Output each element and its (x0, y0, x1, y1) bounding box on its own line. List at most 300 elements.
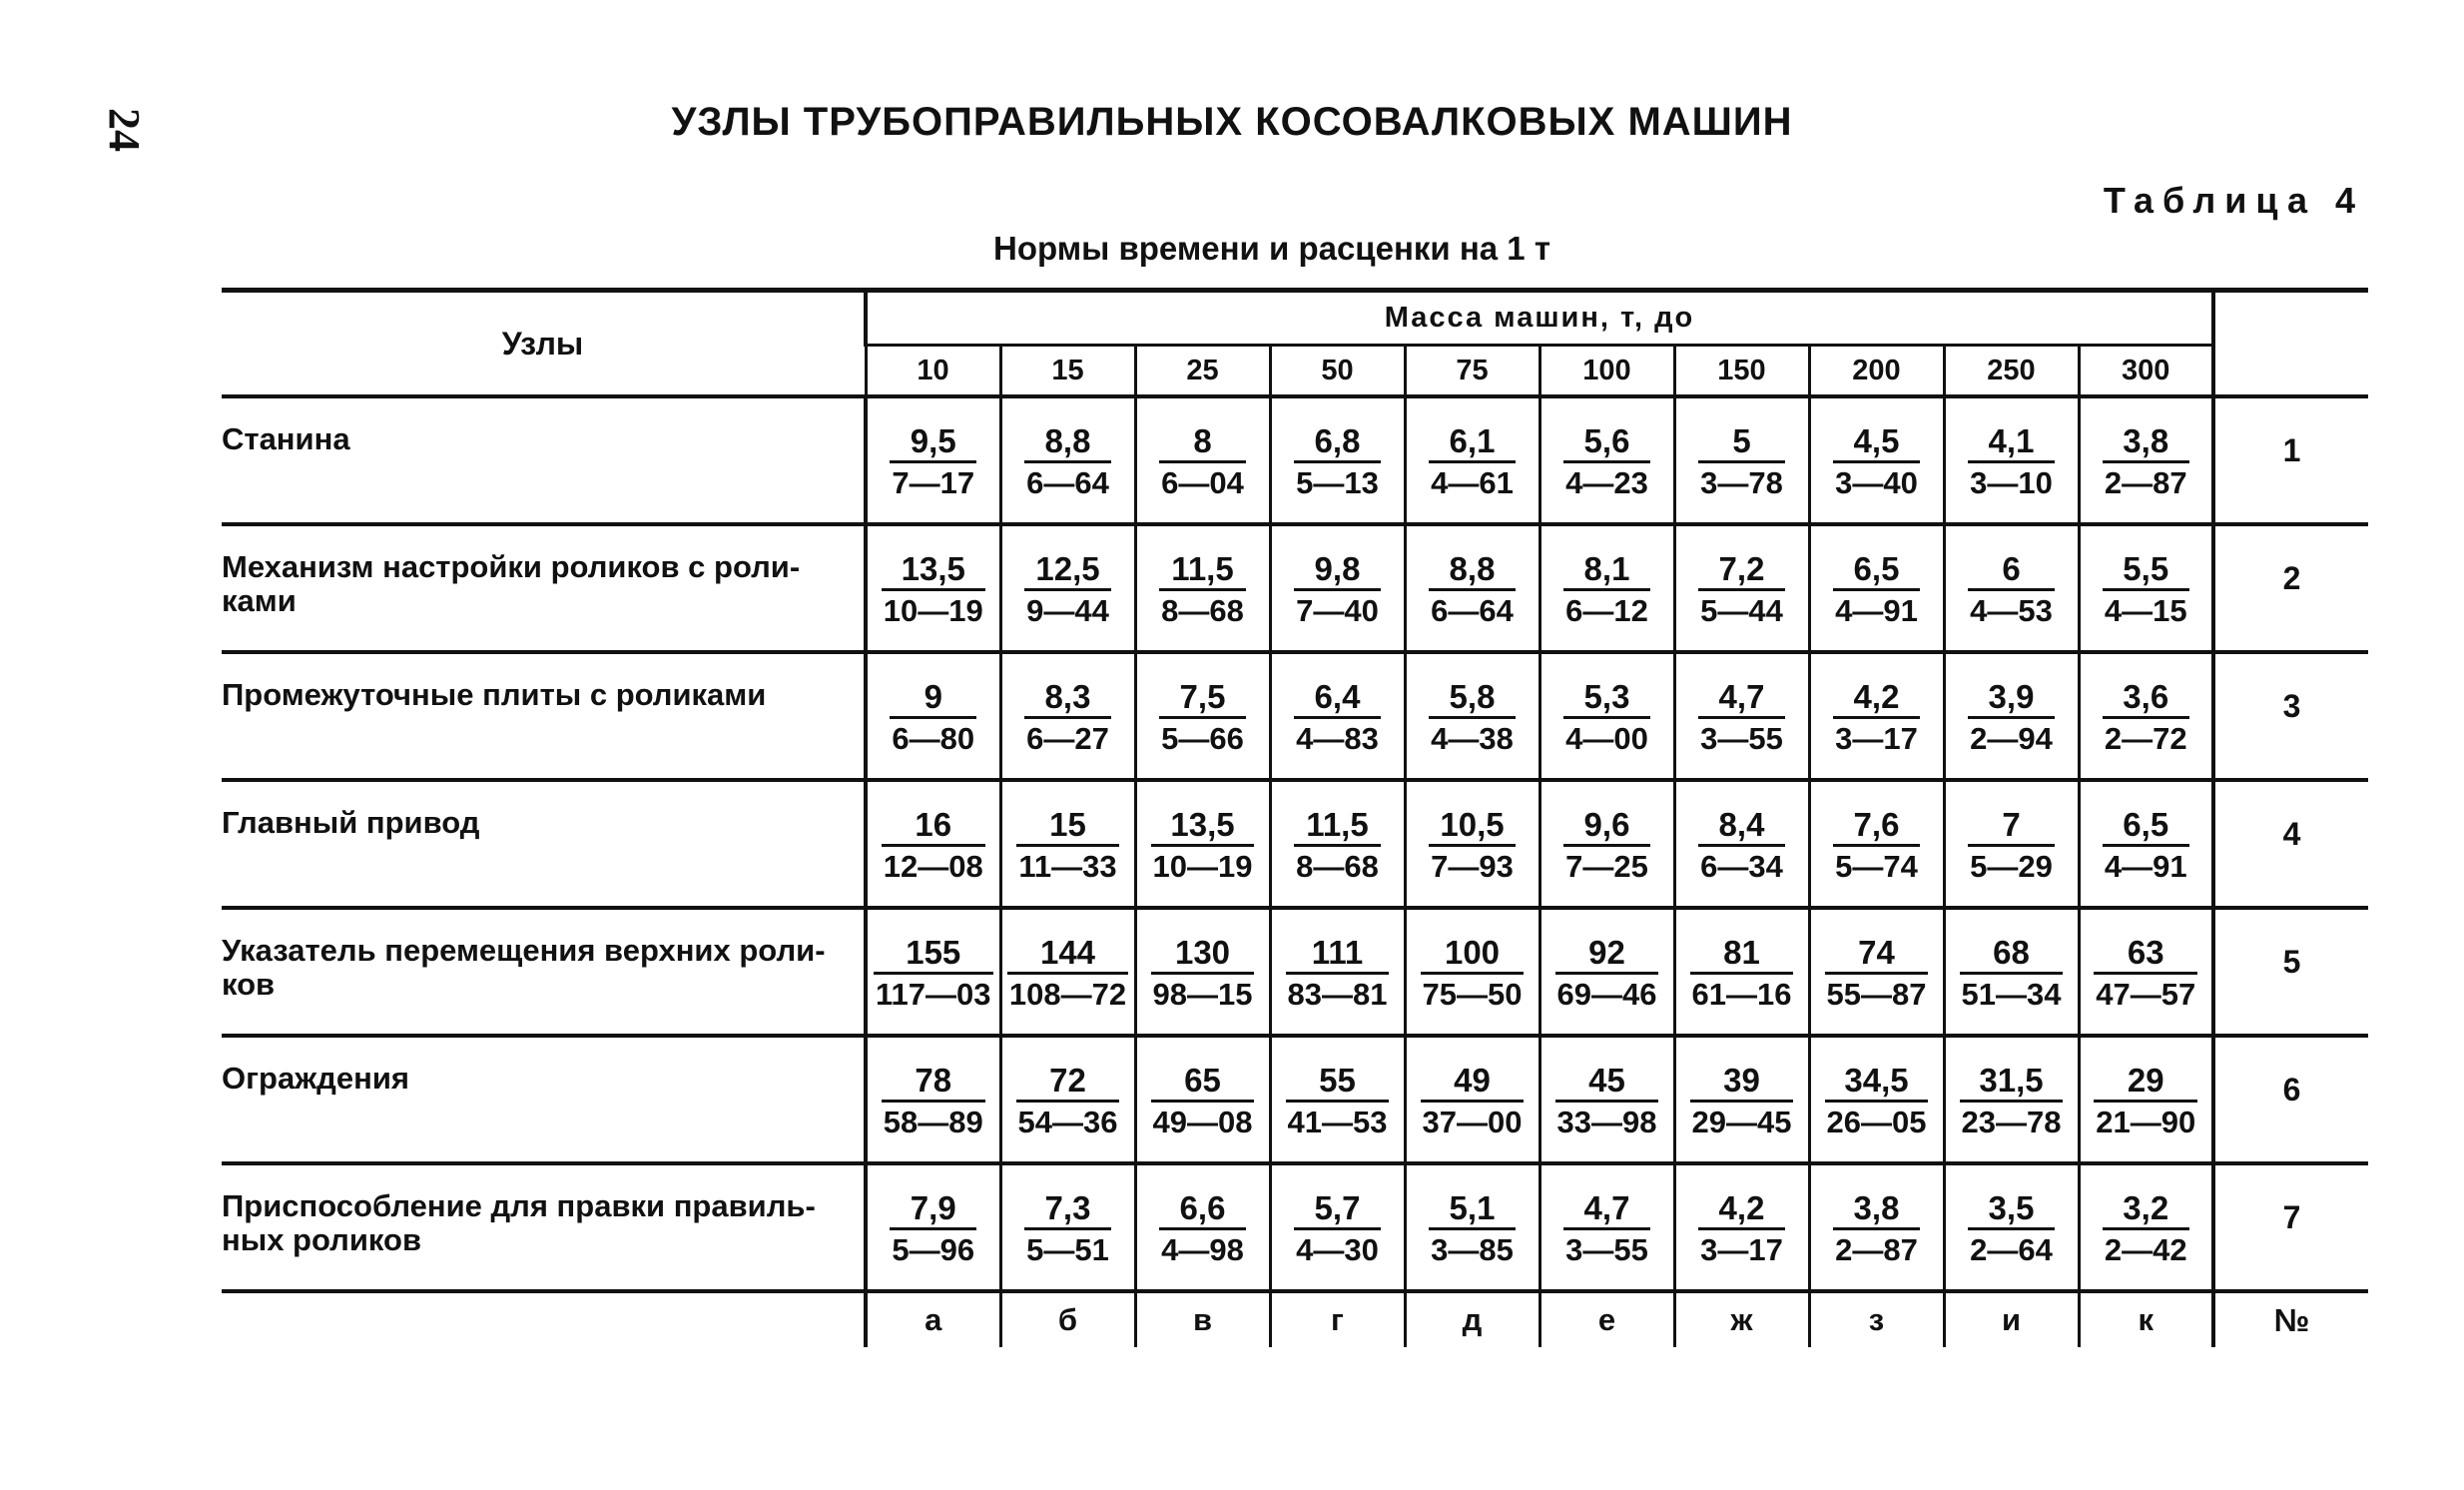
time-norm: 7,9 (890, 1189, 976, 1230)
rate-cell (1000, 780, 1135, 908)
column-letter: з (1809, 1291, 1944, 1347)
rate-fraction (1159, 1189, 1246, 1270)
rate-fraction (1563, 1189, 1650, 1270)
rate-fraction (1294, 678, 1381, 759)
rate-cell (1944, 1036, 2079, 1163)
price-rate: 4—91 (1835, 593, 1918, 628)
rate-fraction (1024, 550, 1111, 631)
column-letter: к (2079, 1291, 2213, 1347)
time-norm: 6,4 (1294, 678, 1381, 719)
time-norm: 9 (890, 678, 976, 719)
price-rate: 51—34 (1961, 977, 2062, 1012)
rate-fraction (1833, 678, 1920, 759)
rate-cell (1540, 1163, 1674, 1291)
price-rate: 58—89 (883, 1105, 983, 1139)
unit-name-text: Указатель перемещения верхних роли- ков (222, 933, 826, 1002)
time-norm: 68 (1960, 934, 2064, 975)
rate-cell (866, 780, 1000, 908)
rate-fraction (1024, 1189, 1111, 1270)
rate-fraction (890, 678, 976, 759)
rate-cell (2079, 524, 2213, 652)
table-caption: Нормы времени и расценки на 1 т (993, 230, 1550, 267)
price-rate: 4—91 (2104, 849, 2187, 884)
column-letter: д (1405, 1291, 1540, 1347)
rate-fraction (2103, 678, 2189, 759)
price-rate: 5—96 (892, 1232, 975, 1267)
rate-fraction (1151, 934, 1255, 1015)
mass-value: 25 (1135, 345, 1270, 396)
price-rate: 3—85 (1431, 1232, 1514, 1267)
price-rate: 117—03 (876, 977, 991, 1012)
price-rate: 4—15 (2104, 593, 2187, 628)
rate-fraction (2103, 806, 2189, 887)
price-rate: 4—83 (1296, 721, 1379, 756)
price-rate: 4—00 (1565, 721, 1648, 756)
column-letters-row (222, 1291, 2368, 1347)
column-letter: в (1135, 1291, 1270, 1347)
rate-cell (1135, 652, 1270, 780)
price-rate: 98—15 (1152, 977, 1253, 1012)
rate-cell (1270, 908, 1405, 1036)
time-norm: 10,5 (1429, 806, 1516, 847)
price-rate: 4—98 (1161, 1232, 1244, 1267)
time-norm: 3,9 (1968, 678, 2055, 719)
rate-cell (1405, 652, 1540, 780)
column-letter: и (1944, 1291, 2079, 1347)
time-norm: 4,7 (1698, 678, 1785, 719)
rate-cell (1809, 524, 1944, 652)
time-norm: 4,2 (1833, 678, 1920, 719)
price-rate: 11—33 (1018, 849, 1117, 884)
table-label: Таблица 4 (2103, 180, 2364, 221)
time-norm: 63 (2094, 934, 2197, 975)
rate-cell (1944, 1163, 2079, 1291)
price-rate: 4—23 (1565, 465, 1648, 500)
time-norm: 130 (1151, 934, 1255, 975)
rate-cell (1809, 396, 1944, 524)
time-norm: 6,1 (1429, 422, 1516, 463)
mass-header: Масса машин, т, до (866, 291, 2213, 346)
price-rate: 61—16 (1691, 977, 1792, 1012)
time-norm: 92 (1555, 934, 1659, 975)
rate-cell (1135, 780, 1270, 908)
rate-cell (1944, 908, 2079, 1036)
time-norm: 39 (1690, 1062, 1794, 1103)
rate-fraction (1007, 934, 1128, 1015)
rate-fraction (1960, 934, 2064, 1015)
row-number: 6 (2213, 1036, 2368, 1163)
row-number: 1 (2213, 396, 2368, 524)
rate-fraction (1429, 806, 1516, 887)
time-norm: 111 (1286, 934, 1390, 975)
rate-fraction (1429, 550, 1516, 631)
rate-fraction (1151, 1062, 1255, 1142)
rate-fraction (2103, 550, 2189, 631)
unit-name (222, 396, 866, 524)
rate-cell (1540, 780, 1674, 908)
price-rate: 4—38 (1431, 721, 1514, 756)
time-norm: 29 (2094, 1062, 2197, 1103)
rate-fraction (1421, 934, 1525, 1015)
rate-cell (1540, 652, 1674, 780)
unit-name (222, 780, 866, 908)
mass-value: 200 (1809, 345, 1944, 396)
rate-fraction (1159, 678, 1246, 759)
rate-cell (1000, 396, 1135, 524)
rate-fraction (1555, 1062, 1659, 1142)
time-norm: 7,5 (1159, 678, 1246, 719)
row-number: 7 (2213, 1163, 2368, 1291)
price-rate: 5—74 (1835, 849, 1918, 884)
mass-value: 10 (866, 345, 1000, 396)
unit-name-text: Промежуточные плиты с роликами (222, 677, 767, 712)
rate-fraction (1698, 422, 1785, 503)
time-norm: 11,5 (1159, 550, 1246, 591)
time-norm: 8,1 (1563, 550, 1650, 591)
rate-fraction (1159, 422, 1246, 503)
time-norm: 81 (1690, 934, 1794, 975)
price-rate: 6—27 (1026, 721, 1109, 756)
rate-cell (1405, 524, 1540, 652)
rate-fraction (1429, 1189, 1516, 1270)
rate-cell (1674, 1163, 1809, 1291)
time-norm: 7,6 (1833, 806, 1920, 847)
table-row (222, 780, 2368, 908)
table-row (222, 652, 2368, 780)
price-rate: 29—45 (1691, 1105, 1792, 1139)
rate-cell (2079, 1036, 2213, 1163)
rate-fraction (1024, 422, 1111, 503)
rate-fraction (1563, 806, 1650, 887)
time-norm: 11,5 (1294, 806, 1381, 847)
rate-fraction (1825, 934, 1929, 1015)
rate-cell (2079, 780, 2213, 908)
time-norm: 6 (1968, 550, 2055, 591)
price-rate: 49—08 (1152, 1105, 1253, 1139)
rate-fraction (1429, 422, 1516, 503)
unit-name-text: Механизм настройки роликов с роли- ками (222, 549, 801, 618)
rate-cell (1674, 396, 1809, 524)
price-rate: 3—17 (1835, 721, 1918, 756)
number-header (2213, 291, 2368, 397)
rate-cell (1270, 1036, 1405, 1163)
column-letter: б (1000, 1291, 1135, 1347)
rate-fraction (1555, 934, 1659, 1015)
time-norm: 55 (1286, 1062, 1390, 1103)
price-rate: 4—61 (1431, 465, 1514, 500)
price-rate: 4—30 (1296, 1232, 1379, 1267)
rate-fraction (1024, 678, 1111, 759)
time-norm: 4,7 (1563, 1189, 1650, 1230)
rate-cell (1270, 1163, 1405, 1291)
rate-fraction (882, 806, 985, 887)
time-norm: 3,2 (2103, 1189, 2189, 1230)
rate-cell (1000, 1163, 1135, 1291)
unit-name-text: Ограждения (222, 1061, 409, 1096)
time-norm: 9,6 (1563, 806, 1650, 847)
price-rate: 26—05 (1826, 1105, 1927, 1139)
row-number: 3 (2213, 652, 2368, 780)
mass-value: 15 (1000, 345, 1135, 396)
header-row-top (222, 291, 2368, 346)
time-norm: 9,5 (890, 422, 976, 463)
table-row (222, 1036, 2368, 1163)
time-norm: 7,2 (1698, 550, 1785, 591)
price-rate: 6—80 (892, 721, 975, 756)
price-rate: 2—72 (2104, 721, 2187, 756)
price-rate: 33—98 (1556, 1105, 1657, 1139)
units-header: Узлы (222, 291, 866, 397)
price-rate: 7—93 (1431, 849, 1514, 884)
rate-cell (2079, 1163, 2213, 1291)
price-rate: 2—94 (1970, 721, 2053, 756)
rate-cell (1270, 780, 1405, 908)
price-rate: 7—17 (892, 465, 975, 500)
unit-name (222, 908, 866, 1036)
rate-cell (1809, 780, 1944, 908)
mass-value: 50 (1270, 345, 1405, 396)
row-number: 2 (2213, 524, 2368, 652)
price-rate: 10—19 (1152, 849, 1253, 884)
price-rate: 8—68 (1296, 849, 1379, 884)
price-rate: 3—17 (1700, 1232, 1783, 1267)
price-rate: 10—19 (883, 593, 983, 628)
price-rate: 7—40 (1296, 593, 1379, 628)
rate-fraction (1690, 1062, 1794, 1142)
rate-fraction (1968, 1189, 2055, 1270)
rate-cell (2079, 396, 2213, 524)
rate-cell (1405, 396, 1540, 524)
rate-fraction (1968, 678, 2055, 759)
rate-fraction (1698, 1189, 1785, 1270)
time-norm: 8,4 (1698, 806, 1785, 847)
time-norm: 8,8 (1024, 422, 1111, 463)
time-norm: 31,5 (1960, 1062, 2064, 1103)
rate-cell (1135, 1163, 1270, 1291)
price-rate: 2—87 (1835, 1232, 1918, 1267)
rate-cell (1000, 908, 1135, 1036)
rate-cell (1944, 524, 2079, 652)
time-norm: 78 (882, 1062, 985, 1103)
rate-cell (866, 1163, 1000, 1291)
rate-fraction (882, 1062, 985, 1142)
time-norm: 65 (1151, 1062, 1255, 1103)
time-norm: 8,3 (1024, 678, 1111, 719)
price-rate: 2—42 (2104, 1232, 2187, 1267)
rate-fraction (1698, 550, 1785, 631)
rate-fraction (890, 422, 976, 503)
rate-cell (1405, 780, 1540, 908)
time-norm: 5,3 (1563, 678, 1650, 719)
price-rate: 37—00 (1422, 1105, 1523, 1139)
footer-spacer (222, 1291, 866, 1347)
price-rate: 5—66 (1161, 721, 1244, 756)
rate-fraction (1563, 550, 1650, 631)
rate-cell (866, 524, 1000, 652)
rate-fraction (1833, 422, 1920, 503)
time-norm: 5,6 (1563, 422, 1650, 463)
rate-cell (1540, 396, 1674, 524)
rate-cell (1405, 1036, 1540, 1163)
rate-cell (1809, 652, 1944, 780)
time-norm: 100 (1421, 934, 1525, 975)
rate-fraction (1429, 678, 1516, 759)
time-norm: 45 (1555, 1062, 1659, 1103)
page-title: УЗЛЫ ТРУБОПРАВИЛЬНЫХ КОСОВАЛКОВЫХ МАШИН (671, 100, 1793, 144)
time-norm: 6,5 (1833, 550, 1920, 591)
rate-cell (2079, 908, 2213, 1036)
price-rate: 5—29 (1970, 849, 2053, 884)
mass-value: 100 (1540, 345, 1674, 396)
price-rate: 5—51 (1026, 1232, 1109, 1267)
rate-fraction (1968, 806, 2055, 887)
rate-fraction (1833, 550, 1920, 631)
time-norm: 3,6 (2103, 678, 2189, 719)
time-norm: 7,3 (1024, 1189, 1111, 1230)
unit-name (222, 652, 866, 780)
rate-fraction (1016, 1062, 1120, 1142)
rate-fraction (1294, 422, 1381, 503)
rate-cell (1809, 1163, 1944, 1291)
mass-value: 150 (1674, 345, 1809, 396)
price-rate: 108—72 (1008, 977, 1127, 1012)
rate-cell (1674, 1036, 1809, 1163)
rate-cell (1000, 1036, 1135, 1163)
rate-fraction (1159, 550, 1246, 631)
rate-cell (1944, 396, 2079, 524)
price-rate: 12—08 (883, 849, 983, 884)
column-letter: ж (1674, 1291, 1809, 1347)
time-norm: 74 (1825, 934, 1929, 975)
time-norm: 8,8 (1429, 550, 1516, 591)
rate-fraction (1563, 422, 1650, 503)
rate-fraction (1825, 1062, 1929, 1142)
rate-cell (1135, 1036, 1270, 1163)
rate-fraction (1698, 678, 1785, 759)
time-norm: 3,8 (1833, 1189, 1920, 1230)
rate-cell (1000, 652, 1135, 780)
time-norm: 144 (1007, 934, 1128, 975)
rate-cell (1944, 780, 2079, 908)
price-rate: 2—87 (2104, 465, 2187, 500)
column-letter: г (1270, 1291, 1405, 1347)
rate-cell (1405, 908, 1540, 1036)
price-rate: 69—46 (1556, 977, 1657, 1012)
rate-fraction (1698, 806, 1785, 887)
number-sign: № (2213, 1291, 2368, 1347)
price-rate: 3—78 (1700, 465, 1783, 500)
time-norm: 4,5 (1833, 422, 1920, 463)
rate-fraction (882, 550, 985, 631)
time-norm: 12,5 (1024, 550, 1111, 591)
time-norm: 13,5 (1151, 806, 1255, 847)
unit-name (222, 1036, 866, 1163)
price-rate: 3—55 (1565, 1232, 1648, 1267)
mass-value: 75 (1405, 345, 1540, 396)
time-norm: 6,6 (1159, 1189, 1246, 1230)
price-rate: 55—87 (1826, 977, 1927, 1012)
price-rate: 6—12 (1565, 593, 1648, 628)
mass-value: 300 (2079, 345, 2213, 396)
time-norm: 5,8 (1429, 678, 1516, 719)
table-row (222, 396, 2368, 524)
norms-table (222, 288, 2368, 1347)
rate-fraction (1016, 806, 1118, 887)
price-rate: 6—04 (1161, 465, 1244, 500)
rate-fraction (1833, 806, 1920, 887)
time-norm: 5,7 (1294, 1189, 1381, 1230)
price-rate: 4—53 (1970, 593, 2053, 628)
rate-fraction (890, 1189, 976, 1270)
column-letter: е (1540, 1291, 1674, 1347)
price-rate: 54—36 (1017, 1105, 1118, 1139)
rate-cell (1135, 396, 1270, 524)
time-norm: 4,2 (1698, 1189, 1785, 1230)
price-rate: 47—57 (2096, 977, 2196, 1012)
unit-name-text: Главный привод (222, 805, 480, 840)
rate-cell (1540, 524, 1674, 652)
rate-cell (866, 652, 1000, 780)
rate-cell (1270, 396, 1405, 524)
rate-cell (1809, 1036, 1944, 1163)
unit-name-text: Станина (222, 421, 350, 456)
rate-cell (1944, 652, 2079, 780)
rate-fraction (1151, 806, 1255, 887)
price-rate: 2—64 (1970, 1232, 2053, 1267)
price-rate: 9—44 (1026, 593, 1109, 628)
rate-fraction (1286, 1062, 1390, 1142)
time-norm: 9,8 (1294, 550, 1381, 591)
row-number: 5 (2213, 908, 2368, 1036)
rate-fraction (1294, 806, 1381, 887)
rate-fraction (1960, 1062, 2064, 1142)
price-rate: 5—13 (1296, 465, 1379, 500)
mass-value: 250 (1944, 345, 2079, 396)
time-norm: 16 (882, 806, 985, 847)
rate-cell (1135, 524, 1270, 652)
price-rate: 83—81 (1287, 977, 1388, 1012)
rate-fraction (2103, 1189, 2189, 1270)
rate-cell (1674, 524, 1809, 652)
row-number: 4 (2213, 780, 2368, 908)
rate-cell (1809, 908, 1944, 1036)
time-norm: 6,8 (1294, 422, 1381, 463)
price-rate: 6—34 (1700, 849, 1783, 884)
rate-cell (1540, 1036, 1674, 1163)
rate-fraction (1690, 934, 1794, 1015)
price-rate: 3—55 (1700, 721, 1783, 756)
time-norm: 5,5 (2103, 550, 2189, 591)
rate-cell (1405, 1163, 1540, 1291)
price-rate: 7—25 (1565, 849, 1648, 884)
rate-fraction (1968, 422, 2055, 503)
rate-cell (1674, 652, 1809, 780)
time-norm: 34,5 (1825, 1062, 1929, 1103)
rate-fraction (2103, 422, 2189, 503)
rate-fraction (874, 934, 993, 1015)
rate-fraction (1563, 678, 1650, 759)
time-norm: 4,1 (1968, 422, 2055, 463)
rate-fraction (2094, 1062, 2197, 1142)
rate-fraction (2094, 934, 2197, 1015)
time-norm: 6,5 (2103, 806, 2189, 847)
time-norm: 72 (1016, 1062, 1120, 1103)
time-norm: 49 (1421, 1062, 1525, 1103)
price-rate: 6—64 (1026, 465, 1109, 500)
rate-fraction (1294, 1189, 1381, 1270)
time-norm: 7 (1968, 806, 2055, 847)
rate-cell (1270, 524, 1405, 652)
